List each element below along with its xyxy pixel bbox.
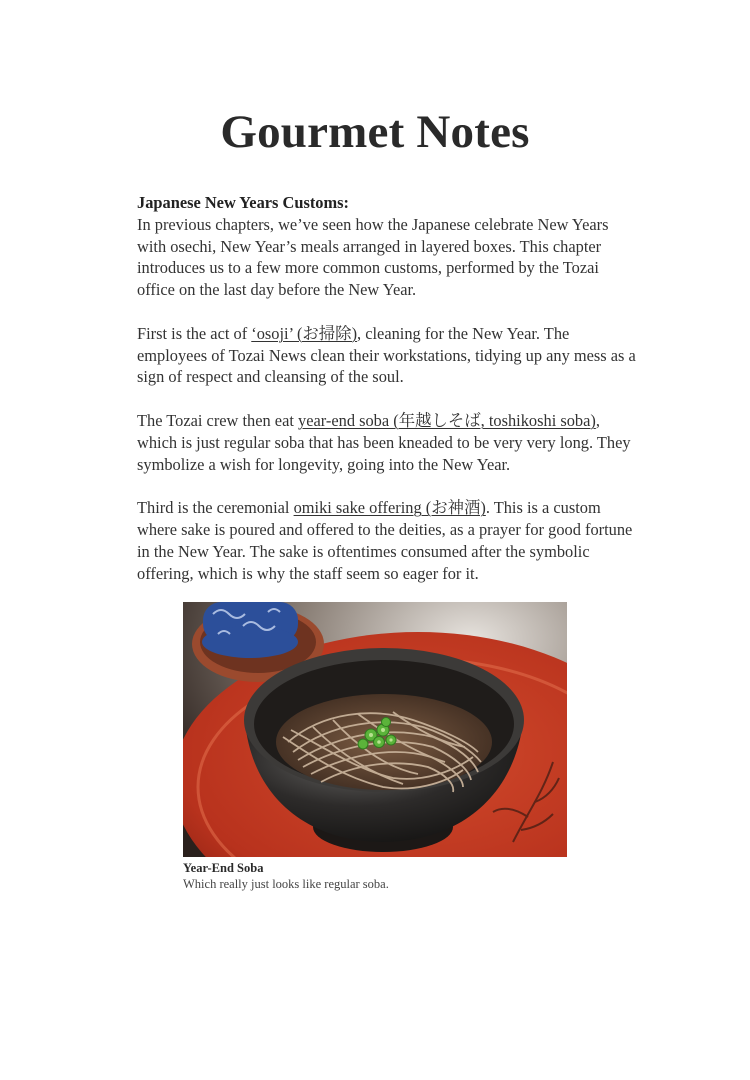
soba-text-after: , which is just regular soba that has been kneaded to be very very long. They symbolize a wish for longevity, going into the New Year.	[137, 410, 631, 474]
omiki-paragraph	[137, 497, 637, 584]
soba-text-before: The Tozai crew then eat	[137, 410, 299, 430]
caption-text: Which really just looks like regular soba.	[183, 877, 389, 891]
soba-photo	[183, 602, 567, 857]
osoji-paragraph	[137, 323, 637, 388]
page-title: Gourmet Notes	[220, 106, 530, 158]
omiki-link[interactable]: omiki sake offering (お神酒)	[293, 498, 486, 518]
article-body	[137, 192, 637, 606]
intro-paragraph: In previous chapters, we’ve seen how the Japanese celebrate New Years with osechi, New Year’s meals arranged in layered boxes. This chapter introduces us to a few more common customs, performed by the Tozai office on the last day before the New Year.	[137, 214, 609, 300]
omiki-text-before: Third is the ceremonial	[137, 498, 294, 518]
section-heading: Japanese New Years Customs:	[137, 193, 349, 212]
osoji-text-before: First is the act of	[137, 323, 252, 343]
soba-link[interactable]: year-end soba (年越しそば, toshikoshi soba)	[298, 410, 596, 430]
caption-title: Year-End Soba	[183, 861, 264, 875]
osoji-text-after: , cleaning for the New Year. The employees of Tozai News clean their workstations, tidying up any mess as a sign of respect and cleansing of the soul.	[137, 323, 636, 387]
soba-paragraph	[137, 410, 637, 475]
omiki-text-after: . This is a custom where sake is poured and offered to the deities, as a prayer for good fortune in the New Year. The sake is oftentimes consumed after the symbolic offering, which is why the staff seem so eager for it.	[137, 498, 633, 583]
osoji-link[interactable]: ‘osoji’ (お掃除)	[251, 323, 358, 343]
